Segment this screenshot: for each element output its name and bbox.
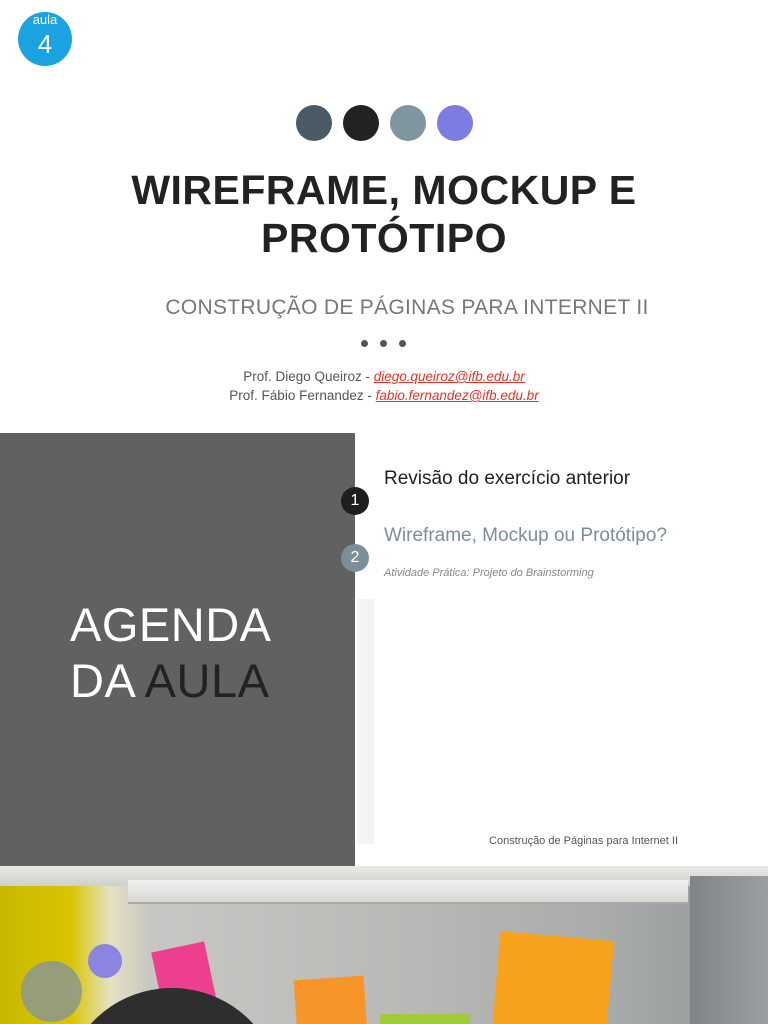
agenda-heading (70, 597, 272, 709)
slide-title (100, 166, 668, 262)
author-row-2 (0, 386, 768, 405)
palette-dots (296, 105, 473, 141)
decorative-circle-grey (21, 961, 82, 1022)
decorative-circle-dark (62, 988, 282, 1024)
slide-footer: Construção de Páginas para Internet II (489, 835, 678, 847)
palette-dot-4 (437, 105, 473, 141)
agenda-heading-word-2: DA (70, 654, 145, 707)
author-email-link-1[interactable]: diego.queiroz@ifb.edu.br (373, 369, 525, 384)
lesson-badge-label: aula (32, 12, 58, 27)
ellipsis-separator (361, 340, 406, 347)
sticky-note-green (380, 1014, 470, 1024)
palette-dot-2 (343, 105, 379, 141)
agenda-heading-word-1: AGENDA (70, 598, 272, 651)
author-name-2: Prof. Fábio Fernandez - (229, 388, 376, 403)
photo-slide (0, 866, 768, 1024)
author-row-1 (0, 367, 768, 386)
sticky-note-orange-small (294, 976, 369, 1024)
agenda-item-1-number: 1 (341, 487, 369, 515)
agenda-item-2-text: Wireframe, Mockup ou Protótipo? (384, 525, 668, 546)
slide-subtitle-text: CONSTRUÇÃO DE PÁGINAS PARA INTERNET II (165, 296, 649, 319)
slide-title-line-1: WIREFRAME, MOCKUP E (131, 167, 637, 213)
palette-dot-3 (390, 105, 426, 141)
authors-block (0, 367, 768, 405)
agenda-item-1-text: Revisão do exercício anterior (384, 468, 631, 489)
title-slide (0, 0, 768, 433)
photo-background-right (690, 876, 768, 1024)
agenda-panel (0, 433, 355, 866)
agenda-item-2-subtext: Atividade Prática: Projeto do Brainstorming (384, 567, 594, 579)
lesson-badge-number: 4 (37, 29, 53, 59)
decorative-circle-purple (88, 944, 122, 978)
palette-dot-1 (296, 105, 332, 141)
author-name-1: Prof. Diego Queiroz - (243, 369, 374, 384)
author-email-link-2[interactable]: fabio.fernandez@ifb.edu.br (375, 388, 539, 403)
slide-subtitle (0, 295, 768, 321)
photo-shelf-ledge (128, 880, 688, 904)
agenda-heading-word-3: AULA (144, 654, 270, 707)
agenda-item-2-number: 2 (341, 544, 369, 572)
slide-title-line-2: PROTÓTIPO (261, 215, 507, 261)
content-scroll-strip (357, 599, 374, 844)
lesson-badge (18, 12, 72, 66)
agenda-slide (0, 433, 768, 866)
sticky-note-orange-large (492, 931, 614, 1024)
